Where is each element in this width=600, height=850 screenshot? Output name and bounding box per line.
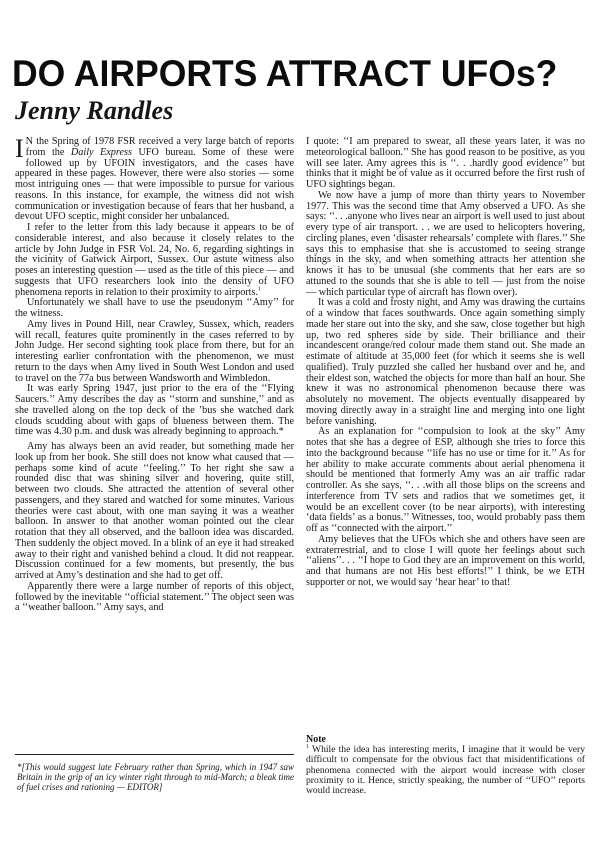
- note-marker: 1: [306, 744, 309, 751]
- paragraph: Apparently there were a large number of reports of this object, followed by the inevitable ‘‘official statement.’’ The object seen was a ‘‘weather balloon.’’ Amy says, and: [15, 580, 294, 614]
- publication-name: Daily Express: [70, 146, 132, 158]
- paragraph-intro: I N the Spring of 1978 FSR received a very large batch of reports from the Daily Express UFO bureau. Some of these were followed up by UFOIN investigators, and the cases have appeared in these pages. However, there were also stories — some most intriguing ones — that were impossible to pursue for various reasons. In this instance, for example, the witness did not wish communication or investigation because of fears that her husband, a devout UFO sceptic, might consider her unbalanced.: [15, 134, 294, 223]
- paragraph: As an explanation for ‘‘compulsion to look at the sky’’ Amy notes that she has a degree of ESP, although she tries to force this into the background because ‘‘life has no use or time for it.’’ As for her ability to make accurate comments about aerial phenomena it should be mentioned that formerly Amy was an air traffic radar controller. As she says, ‘‘. . .with all those blips on the screens and interference from TV sets and radios that we sometimes get, it would be an excellent cover (to be near airports), with interesting ‘data fields’ as a bonus.’’ Witnesses, too, would probably pass them off as ‘‘connected with the airport.’’: [306, 426, 585, 534]
- paragraph: It was early Spring 1947, just prior to the era of the ‘‘Flying Saucers.’’ Amy describes the day as ‘‘storm and sunshine,’’ and as she travelled along on the top deck of the ’bus she watched dark clouds scudding about with gaps of blueness between them. The time was 4.30 p.m. and dusk was already beginning to approach.*: [15, 383, 294, 438]
- paragraph: We now have a jump of more than thirty years to November 1977. This was the second time that Amy observed a UFO. As she says: ‘‘. . .anyone who lives near an airport is well used to just about every type of air transport. . . we are used to helicopters hovering, circling planes, even ‘disaster rehearsals’ complete with flares.’’ She says this to emphasise that she is accustomed to seeing strange things in the sky, and when something attracts her attention she knows it has to be unusual (she comments that her ears are so attuned to the sounds that she is able to tell — just from the noise — which particular type of aircraft has flown over).: [306, 189, 585, 298]
- paragraph: Amy lives in Pound Hill, near Crawley, Sussex, which, readers will recall, features quite prominently in the cases referred to by John Judge. Her second sighting took place from there, but for an interesting earlier confrontation with the phenomenon, we must return to the days when Amy lived in South West London and used to travel on the 77a bus between Wandsworth and Wimbledon.: [15, 318, 294, 384]
- footnote-divider: [15, 754, 294, 755]
- notes-section: [306, 735, 585, 796]
- note-text: $^1$ While the idea has interesting merits, I imagine that it would be very difficult to compensate for the obvious fact that misidentifications of phenomena connected with the airport would increase with closer proximity to it. Hence, strictly speaking, the number of ‘‘UFO’’ reports would increase.: [306, 744, 585, 797]
- footnote-ref: 1: [258, 286, 262, 293]
- notes-heading: Note: [306, 734, 326, 745]
- left-column: [15, 134, 294, 614]
- article-author: Jenny Randles: [15, 96, 174, 125]
- drop-cap: I: [15, 134, 24, 163]
- paragraph: I quote: ‘‘I am prepared to swear, all these years later, it was no meteorological balloon.’’ She has good reason to be positive, as you will see later. Amy agrees this is ‘‘. . .hardly good evidence’’ but thinks that it might be of value as it occurred before the first rush of UFO sightings began.: [306, 136, 585, 190]
- paragraph: I refer to the letter from this lady because it appears to be of considerable interest, and also because it closely relates to the article by John Judge in FSR Vol. 24, No. 6, regarding sightings in the vicinity of Gatwick Airport, Sussex. Our astute witness also poses an interesting question — used as the title of this piece — and suggests that UFO researchers look into the density of UFO phenomena reports in relation to their proximity to airports.$^1$: [15, 222, 294, 298]
- article-title: DO AIRPORTS ATTRACT UFOs?: [12, 53, 558, 94]
- editor-note: *[This would suggest late February rather than Spring, which in 1947 saw Britain in the grip of an icy winter right through to mid-March; a bleak time of fuel crises and rationing — EDITOR]: [17, 762, 294, 792]
- right-column: [306, 137, 585, 589]
- paragraph: Amy has always been an avid reader, but something made her look up from her book. She still does not know what caused that — perhaps some kind of acute ‘‘feeling.’’ To her right she saw a rounded disc that was shining silver and hovering, quite still, between two clouds. She attracted the attention of several other passengers, and they stared and watched for some minutes. Various theories were cast about, with one man saying it was a weather balloon. In answer to that another woman pointed out the clear rotation that they all observed, and the balloon idea was discarded. Then suddenly the object moved. In a blink of an eye it had streaked away to their right and vanished behind a cloud. It did not reappear. Discussion continued for a few moments, but presently, the bus arrived at Amy’s destination and she had to get off.: [15, 441, 294, 581]
- paragraph: Unfortunately we shall have to use the pseudonym ‘‘Amy’’ for the witness.: [15, 297, 294, 319]
- paragraph: Amy believes that the UFOs which she and others have seen are extraterrestrial, and to close I will quote her feelings about such ‘‘aliens’’. . . ‘‘I hope to God they are an improvement on this world, and that humans are not His best efforts!’’ I think, be we ETH supporter or not, we would say ‘hear hear’ to that!: [306, 533, 585, 588]
- paragraph: It was a cold and frosty night, and Amy was drawing the curtains of a window that faces southwards. Once again something simply made her stare out into the sky, and she saw, close together but high up, two red spheres side by side. Their brilliance and their incandescent orange/red colour made them stand out. She made an estimate of altitude at 35,000 feet (for which it seems she is well qualified). Truly puzzled she called her husband over and he, and their eldest son, watched the objects for more than half an hour. She knew it was no astronomical phenomenon because there was absolutely no movement. The objects eventually disappeared by moving directly away in a straight line and merging into one light before vanishing.: [306, 297, 585, 427]
